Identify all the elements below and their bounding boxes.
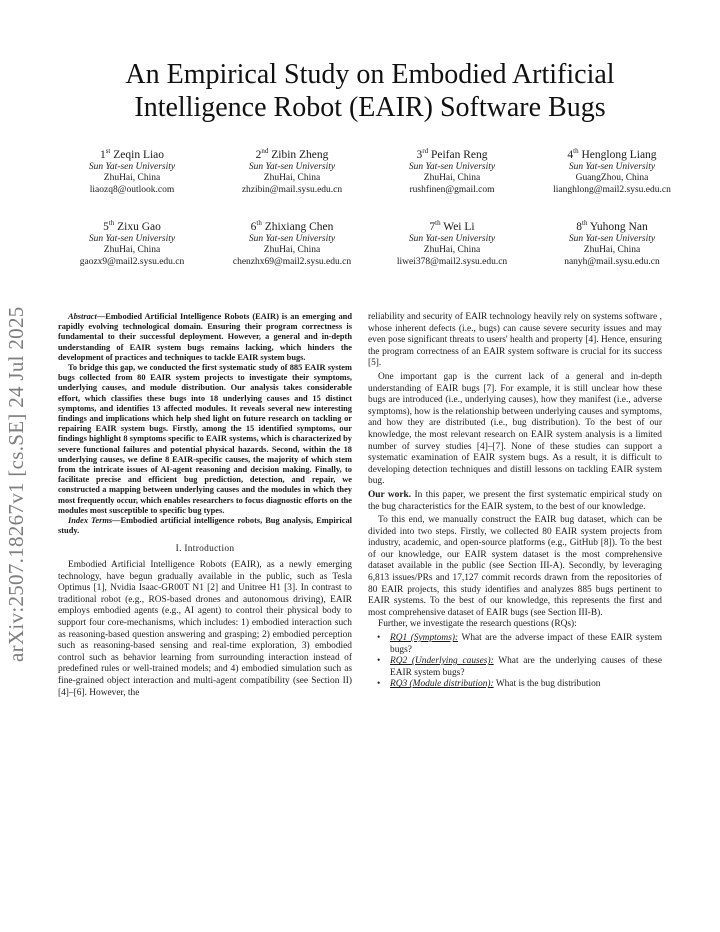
rq-text: What are the adverse impact of these EAIR system bugs? <box>390 633 663 655</box>
author-affiliation: Sun Yat-sen University <box>408 161 496 172</box>
author-city: ZhuHai, China <box>263 173 321 184</box>
title-line-2: Intelligence Robot (EAIR) Software Bugs <box>134 92 606 123</box>
author-name: 3rd Peifan Reng <box>416 147 488 161</box>
author-email: chenzhx69@mail2.sysu.edu.cn <box>232 256 352 267</box>
author-email: liaozq8@outlook.com <box>89 184 175 195</box>
author-email: lianghlong@mail2.sysu.edu.cn <box>553 184 671 195</box>
author-name: 4th Henglong Liang <box>567 147 657 161</box>
author-card <box>532 144 692 196</box>
paper-title <box>80 58 660 124</box>
author-email: zhzibin@mail.sysu.edu.cn <box>241 184 343 195</box>
right-paragraph-5: Further, we investigate the research questions (RQs): <box>378 619 577 630</box>
author-email: gaozx9@mail2.sysu.edu.cn <box>79 256 185 267</box>
author-name: 2nd Zibin Zheng <box>255 147 329 161</box>
author-email: rushfinen@gmail.com <box>409 184 495 195</box>
rq-label: RQ3 (Module distribution): <box>390 679 494 690</box>
author-affiliation: Sun Yat-sen University <box>248 233 336 244</box>
author-name: 7th Wei Li <box>429 219 475 233</box>
index-terms-text: —Embodied artificial intelligence robots, Bug analysis, Empirical study. <box>58 516 352 536</box>
author-card <box>212 216 372 268</box>
author-name: 6th Zhixiang Chen <box>250 219 334 233</box>
abstract <box>58 312 352 363</box>
intro-paragraph-1: Embodied Artificial Intelligence Robots (EAIR), as a newly emerging technology, have begun gradually available in the public, such as Tesla Optimus [1], Nvidia Isaac-GR00T N1 [2] and Unitree H1 [3]. In contrast to traditional robot (e.g., ROS-based drones and autonomous driving), EAIR employs embodied agents (e.g., AI agent) to control their physical body to support four core-mechanisms, which includes: 1) embodied interaction such as reasoning-based question answering and grasping; 2) embodied perception such as reasoning-based sensing and real-time exploration, 3) embodied control such as behavior learning from surrounding interaction instead of predefined rules or well-trained models; and 4) embodied simulation such as fine-grained object interaction and multi-agent compatibility (see Section II) [4]–[6]. However, the <box>58 560 352 698</box>
author-affiliation: Sun Yat-sen University <box>248 161 336 172</box>
author-card <box>372 216 532 268</box>
right-column <box>368 312 662 691</box>
bullet-icon: • <box>377 633 381 644</box>
author-affiliation: Sun Yat-sen University <box>88 161 176 172</box>
abstract-text: —Embodied Artificial Intelligence Robots (EAIR) is an emerging and rapidly evolving technological domain. Ensuring their program correctness is fundamental to their successful deployment. However, a general and in-depth understanding of EAIR system bugs remains lacking, which hinders the development of practices and techniques to tackle EAIR system bugs. <box>58 312 352 362</box>
abstract-paragraph-2: To bridge this gap, we conducted the first systematic study of 885 EAIR system bugs collected from 80 EAIR system projects to investigate their symptoms, underlying causes, and module distribution. Our analysis takes considerable effort, which classifies these bugs into 18 underlying causes and 15 distinct symptoms, and identifies 13 affected modules. It reveals several new interesting findings and implications which help shed light on future research on tackling or repairing EAIR system bugs. Firstly, among the 15 identified symptoms, our findings highlight 8 symptoms specific to EAIR systems, which is characterized by severe functional failures and potential physical hazards. Second, within the 18 underlying causes, we define 8 EAIR-specific causes, the majority of which stem from the intricate issues of AI-agent reasoning and decision making. Finally, to facilitate precise and efficient bug prediction, detection, and repair, we constructed a mapping between underlying causes and the modules in which they most frequently occur, which enables researchers to focus diagnostic efforts on the modules most susceptible to specific bug types. <box>58 363 352 515</box>
author-card <box>372 144 532 196</box>
author-card <box>212 144 372 196</box>
rq-text: What is the bug distribution <box>493 679 601 690</box>
rq-label: RQ1 (Symptoms): <box>390 633 459 644</box>
author-name: 5th Zixu Gao <box>103 219 161 233</box>
title-line-1: An Empirical Study on Embodied Artificial <box>125 59 615 90</box>
right-paragraph-4: To this end, we manually construct the EAIR bug dataset, which can be divided into two steps. Firstly, we collected 80 EAIR system projects from industry, academic, and open-source platforms (e.g., GitHub [8]). To the best of our knowledge, our EAIR system dataset is the most comprehensive dataset available in the public (see Section III-A). Secondly, by leveraging 6,813 issues/PRs and 17,127 commit records drawn from the repositories of 80 EAIR projects, this study identifies and analyzes 885 bugs pertinent to EAIR systems. To the best of our knowledge, this represents the first and most comprehensive dataset of EAIR bugs (see Section III-B). <box>368 515 662 618</box>
right-paragraph-1: reliability and security of EAIR technology heavily rely on systems software , whose inherent defects (i.e., bugs) can cause severe security issues and may even pose significant threats to users' health and property [4]. Hence, ensuring the program correctness of an EAIR system software is crucial for its success [5]. <box>368 312 662 369</box>
index-terms <box>58 516 352 536</box>
author-city: ZhuHai, China <box>103 173 161 184</box>
abstract-label: Abstract <box>68 312 97 321</box>
rq-item <box>368 679 662 691</box>
index-terms-label: Index Terms <box>68 516 113 526</box>
author-city: ZhuHai, China <box>423 245 481 256</box>
our-work-label: Our work. <box>368 489 412 500</box>
author-affiliation: Sun Yat-sen University <box>568 233 656 244</box>
rq-item <box>368 656 662 679</box>
bullet-icon: • <box>377 656 381 667</box>
author-city: ZhuHai, China <box>583 245 641 256</box>
author-city: ZhuHai, China <box>103 245 161 256</box>
our-work-text: In this paper, we present the first systematic empirical study on the bug characteristics for the EAIR system, to the best of our knowledge. <box>368 489 662 512</box>
author-card <box>52 216 212 268</box>
author-card <box>52 144 212 196</box>
bullet-icon: • <box>377 679 381 690</box>
rq-text: What are the underlying causes of these EAIR system bugs? <box>390 656 662 678</box>
author-city: ZhuHai, China <box>263 245 321 256</box>
rq-label: RQ2 (Underlying causes): <box>390 656 494 667</box>
author-affiliation: Sun Yat-sen University <box>88 233 176 244</box>
author-affiliation: Sun Yat-sen University <box>568 161 656 172</box>
author-card <box>532 216 692 268</box>
author-affiliation: Sun Yat-sen University <box>408 233 496 244</box>
our-work-paragraph <box>368 490 662 513</box>
right-paragraph-2: One important gap is the current lack of a general and in-depth understanding of EAIR bugs [7]. For example, it is still unclear how these bugs are introduced (i.e., underlying causes), how they manifest (i.e., adverse symptoms), how is the relationship between underlying causes and symptoms, and how they are distributed (i.e., bug distribution). To the best of our knowledge, the most relevant research on EAIR system analysis is a limited number of survey studies [4]–[7]. None of these studies can support a systematic examination of EAIR system bugs. As a result, it is difficult to developing detection techniques and distill lessons on tackling EAIR system bug. <box>368 371 662 487</box>
author-row-1 <box>52 144 692 204</box>
arxiv-identifier-text: arXiv:2507.18267v1 [cs.SE] 24 Jul 2025 <box>4 306 28 662</box>
arxiv-identifier <box>2 272 30 662</box>
author-city: GuangZhou, China <box>575 173 649 184</box>
author-row-2 <box>52 216 692 276</box>
left-column <box>58 312 352 699</box>
author-name: 8th Yuhong Nan <box>576 219 648 233</box>
section-heading: I. Introduction <box>175 544 235 555</box>
author-email: liwei378@mail2.sysu.edu.cn <box>396 256 508 267</box>
author-name: 1st Zeqin Liao <box>99 147 165 161</box>
author-email: nanyh@mail.sysu.edu.cn <box>564 256 660 267</box>
author-city: ZhuHai, China <box>423 173 481 184</box>
rq-item <box>368 633 662 656</box>
